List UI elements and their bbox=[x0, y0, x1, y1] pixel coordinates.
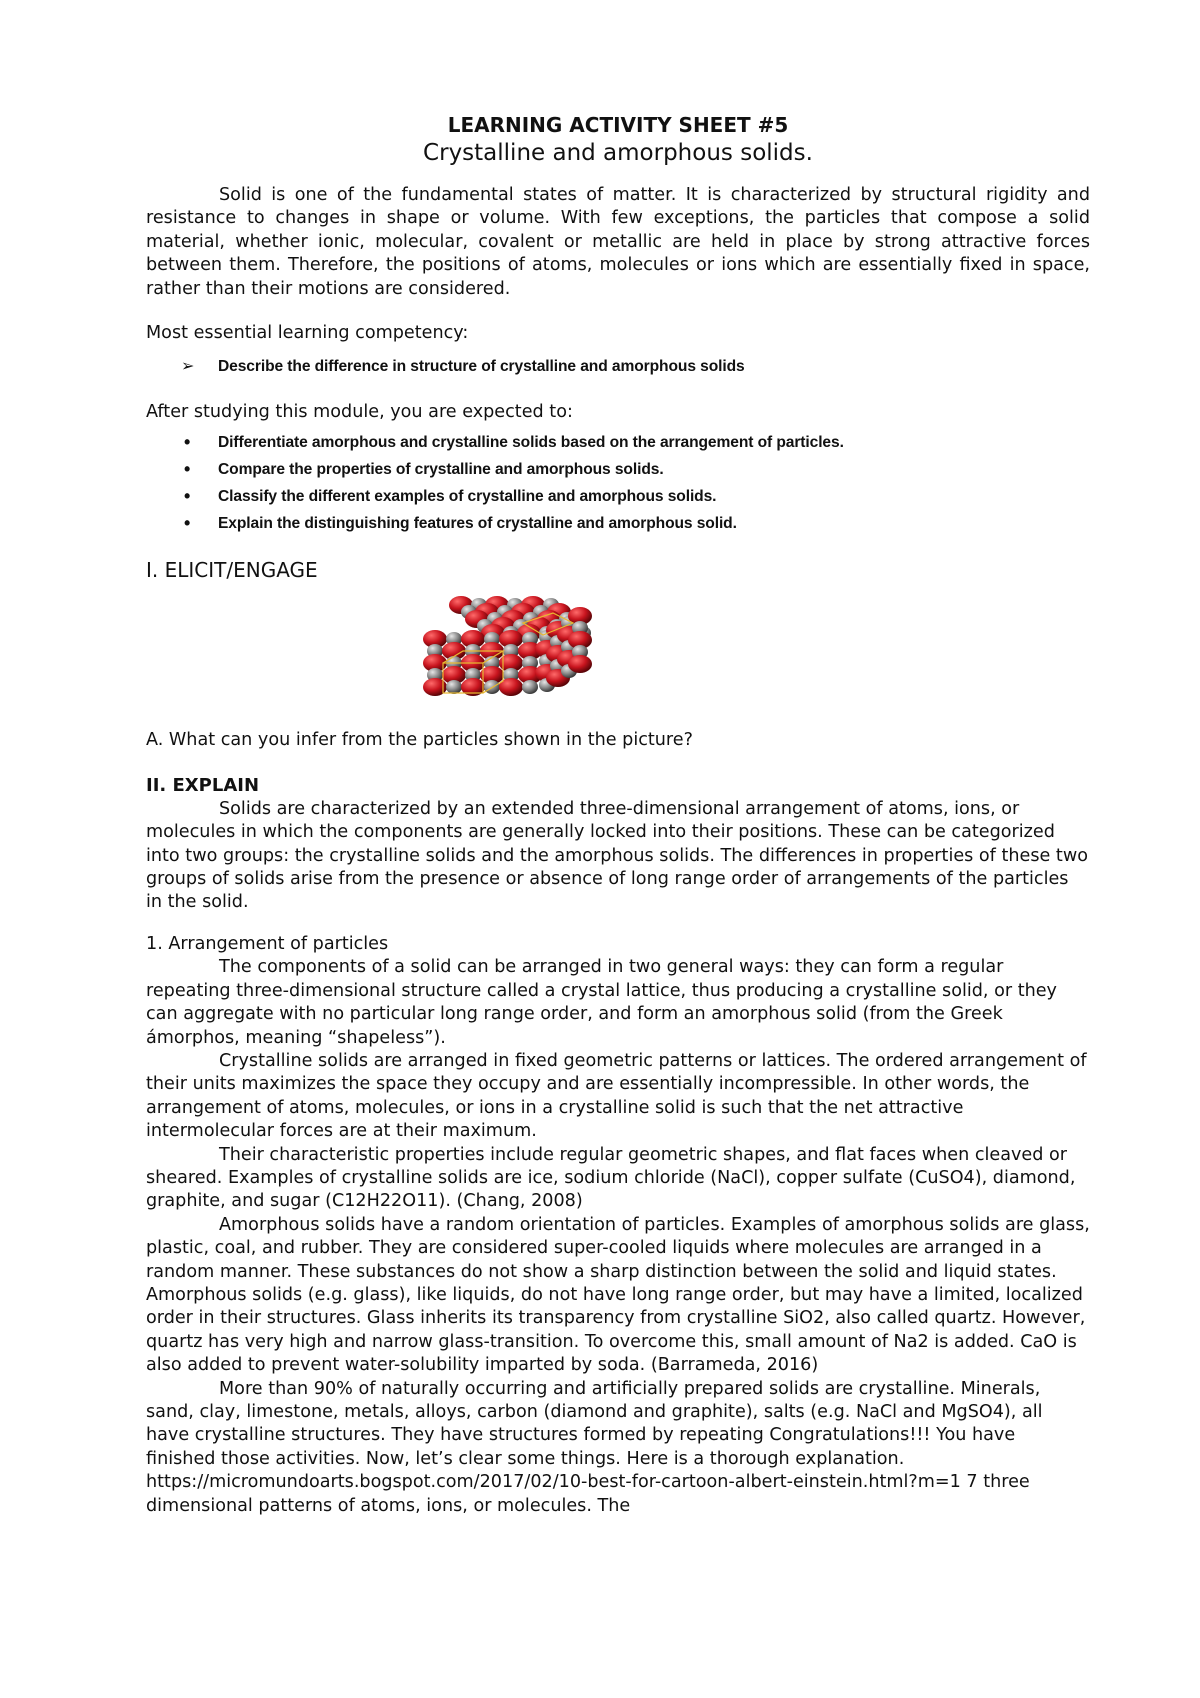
competency-text: Describe the difference in structure of crystalline and amorphous solids bbox=[218, 358, 745, 376]
subheading-arrangement: 1. Arrangement of particles bbox=[146, 933, 389, 954]
list-item bbox=[146, 510, 1090, 537]
explain-paragraph-6: More than 90% of naturally occurring and artificially prepared solids are crystalline. Minerals, sand, clay, limestone, metals, alloys, carbon (diamond and graphite), salts (e.g. NaCl and MgSO4), all have crystalline structures. They have structures formed by repeating Congratulations!!! You have finished those activities. Now, let’s clear some things. Here is a thorough explanation. https://micromundoarts.bogspot.com/2017/02/10-best-for-cartoon-albert-einstein.html?m=1 7 three dimensional patterns of atoms, ions, or molecules. The bbox=[146, 1378, 1043, 1516]
section-elicit-heading: I. ELICIT/ENGAGE bbox=[146, 557, 318, 582]
bullet-icon: • bbox=[184, 512, 191, 533]
objective-text: Explain the distinguishing features of crystalline and amorphous solid. bbox=[218, 514, 737, 532]
objective-text: Classify the different examples of crystalline and amorphous solids. bbox=[218, 487, 717, 505]
crystal-lattice-figure bbox=[423, 593, 603, 703]
gray-atom bbox=[522, 680, 538, 694]
competency-list bbox=[146, 353, 1090, 380]
explain-paragraph-2: The components of a solid can be arranged in two general ways: they can form a regular repeating three-dimensional structure called a crystal lattice, thus producing a crystalline solid, or they can aggregate with no particular long range order, and form an amorphous solid (from the Greek ámorphos, meaning “shapeless”). bbox=[146, 957, 1057, 1048]
objective-text: Compare the properties of crystalline and amorphous solids. bbox=[218, 460, 664, 478]
competency-heading: Most essential learning competency: bbox=[146, 323, 469, 344]
bullet-icon: • bbox=[184, 458, 191, 479]
explain-paragraph-5: Amorphous solids have a random orientation of particles. Examples of amorphous solids are glass, plastic, coal, and rubber. They are considered super-cooled liquids where molecules are arranged in a random manner. These substances do not show a sharp distinction between the solid and liquid states. Amorphous solids (e.g. glass), like liquids, do not have long range order, but may have a limited, localized order in their structures. Glass inherits its transparency from crystalline SiO2, also called quartz. However, quartz has very high and narrow glass-transition. To overcome this, small amount of Na2 is added. CaO is also added to prevent water-solubility imparted by soda. (Barrameda, 2016) bbox=[146, 1214, 1090, 1376]
list-item bbox=[146, 429, 1090, 456]
page-title: LEARNING ACTIVITY SHEET #5 bbox=[447, 113, 789, 137]
crystal-lattice-image bbox=[423, 593, 603, 703]
intro-paragraph: Solid is one of the fundamental states of matter. It is characterized by structural rigidity and resistance to changes in shape or volume. With few exceptions, the particles that compose a solid material, whether ionic, molecular, covalent or metallic are held in place by strong attractive forces between them. Therefore, the positions of atoms, molecules or ions which are essentially fixed in space, rather than their motions are considered. bbox=[146, 185, 1090, 299]
explain-paragraph-1: Solids are characterized by an extended three-dimensional arrangement of atoms, ions, or molecules in which the components are generally locked into their positions. These can be categorized into two groups: the crystalline solids and the amorphous solids. The differences in properties of these two groups of solids arise from the presence or absence of long range order of arrangements of the particles in the solid. bbox=[146, 798, 1088, 913]
list-item bbox=[146, 456, 1090, 483]
objectives-heading: After studying this module, you are expected to: bbox=[146, 402, 573, 423]
objectives-list bbox=[146, 429, 1090, 537]
elicit-question: A. What can you infer from the particles shown in the picture? bbox=[146, 729, 693, 750]
objective-text: Differentiate amorphous and crystalline solids based on the arrangement of particles. bbox=[218, 433, 844, 451]
worksheet-page bbox=[146, 112, 1090, 1518]
arrow-bullet-icon: ➢ bbox=[181, 358, 195, 376]
list-item bbox=[146, 483, 1090, 510]
gray-atom bbox=[446, 680, 462, 694]
bullet-icon: • bbox=[184, 485, 191, 506]
bullet-icon: • bbox=[184, 431, 191, 452]
explain-paragraph-4: Their characteristic properties include regular geometric shapes, and flat faces when cleaved or sheared. Examples of crystalline solids are ice, sodium chloride (NaCl), copper sulfate (CuSO4), diamond, graphite, and sugar (C12H22O11). (Chang, 2008) bbox=[146, 1144, 1076, 1212]
explain-paragraph-3: Crystalline solids are arranged in fixed geometric patterns or lattices. The ordered arrangement of their units maximizes the space they occupy and are essentially incompressible. In other words, the arrangement of atoms, molecules, or ions in a crystalline solid is such that the net attractive intermolecular forces are at their maximum. bbox=[146, 1050, 1087, 1142]
list-item bbox=[146, 353, 1090, 380]
page-subtitle: Crystalline and amorphous solids. bbox=[423, 140, 813, 166]
red-atom bbox=[568, 655, 592, 673]
section-explain-heading: II. EXPLAIN bbox=[146, 774, 260, 796]
